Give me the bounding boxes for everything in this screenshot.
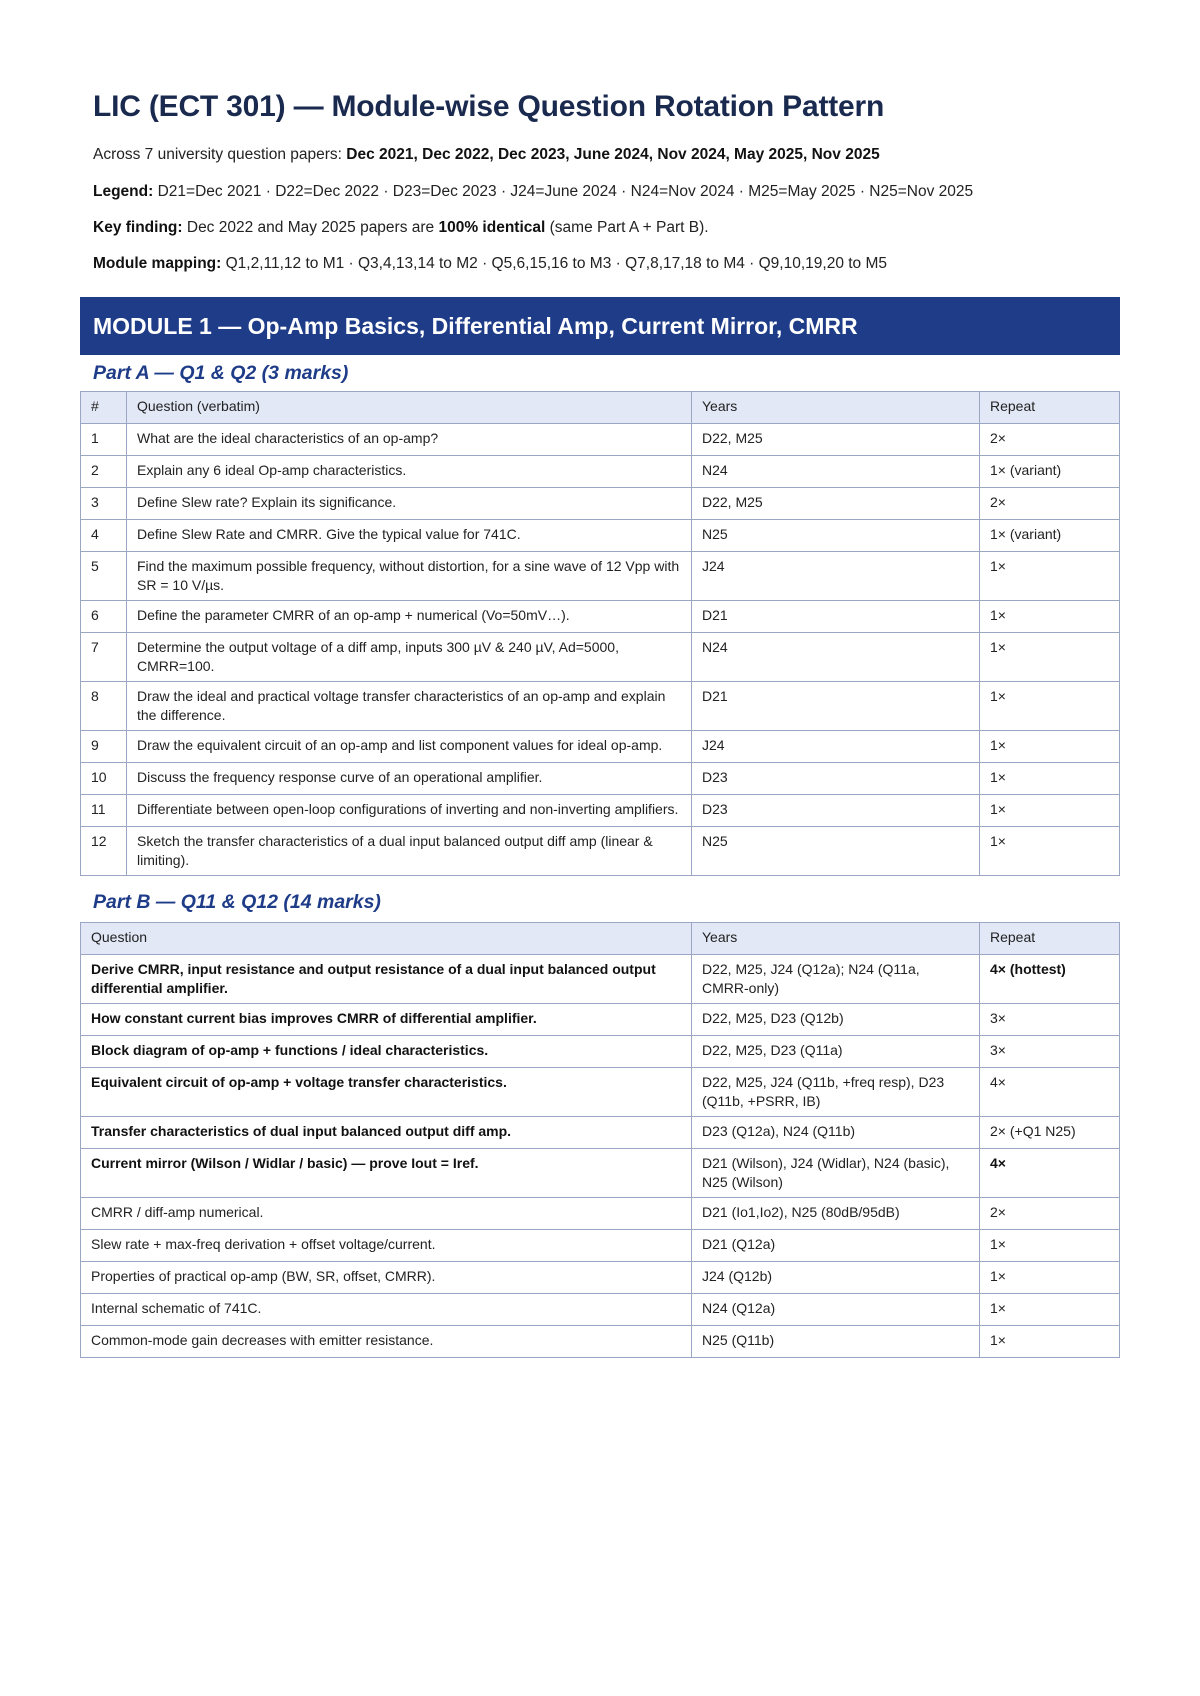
table-row <box>81 552 1120 601</box>
column-header: Question <box>81 923 692 955</box>
years-cell: N25 (Q11b) <box>692 1326 980 1358</box>
part-b-heading: Part B — Q11 & Q12 (14 marks) <box>93 891 381 913</box>
row-number: 9 <box>81 731 127 763</box>
row-number: 8 <box>81 682 127 731</box>
years-cell: D22, M25 <box>692 488 980 520</box>
row-number: 5 <box>81 552 127 601</box>
years-cell: D23 (Q12a), N24 (Q11b) <box>692 1117 980 1149</box>
repeat-cell: 3× <box>980 1004 1120 1036</box>
repeat-cell: 1× <box>980 601 1120 633</box>
table-row <box>81 520 1120 552</box>
table-row <box>81 795 1120 827</box>
row-number: 11 <box>81 795 127 827</box>
repeat-cell: 1× <box>980 633 1120 682</box>
key-finding-post: (same Part A + Part B). <box>545 219 709 236</box>
years-cell: D22, M25, D23 (Q11a) <box>692 1036 980 1068</box>
repeat-cell: 1× <box>980 795 1120 827</box>
repeat-cell: 3× <box>980 1036 1120 1068</box>
part-a-table <box>80 391 1120 876</box>
table-row <box>81 1068 1120 1117</box>
years-cell: D21 (Q12a) <box>692 1230 980 1262</box>
years-cell: D21 (Wilson), J24 (Widlar), N24 (basic), N25 (Wilson) <box>692 1149 980 1198</box>
question-cell: Common-mode gain decreases with emitter resistance. <box>81 1326 692 1358</box>
table-row <box>81 1326 1120 1358</box>
repeat-cell: 2× <box>980 488 1120 520</box>
years-cell: D22, M25, J24 (Q11b, +freq resp), D23 (Q11b, +PSRR, IB) <box>692 1068 980 1117</box>
table-header-row <box>81 923 1120 955</box>
row-number: 4 <box>81 520 127 552</box>
table-row <box>81 1294 1120 1326</box>
years-cell: N25 <box>692 827 980 876</box>
years-cell: D23 <box>692 763 980 795</box>
row-number: 12 <box>81 827 127 876</box>
table-row <box>81 488 1120 520</box>
years-cell: N24 <box>692 456 980 488</box>
question-cell: Differentiate between open-loop configurations of inverting and non-inverting amplifiers. <box>127 795 692 827</box>
years-cell: J24 <box>692 731 980 763</box>
question-cell: Internal schematic of 741C. <box>81 1294 692 1326</box>
question-cell: What are the ideal characteristics of an op-amp? <box>127 424 692 456</box>
years-cell: D22, M25, D23 (Q12b) <box>692 1004 980 1036</box>
question-cell: Slew rate + max-freq derivation + offset voltage/current. <box>81 1230 692 1262</box>
column-header: Repeat <box>980 392 1120 424</box>
table-row <box>81 1004 1120 1036</box>
repeat-cell: 1× <box>980 1326 1120 1358</box>
question-cell: Define Slew rate? Explain its significance. <box>127 488 692 520</box>
table-row <box>81 1198 1120 1230</box>
table-row <box>81 827 1120 876</box>
years-cell: D22, M25, J24 (Q12a); N24 (Q11a, CMRR-only) <box>692 955 980 1004</box>
years-cell: D23 <box>692 795 980 827</box>
repeat-cell: 1× <box>980 763 1120 795</box>
question-cell: Find the maximum possible frequency, without distortion, for a sine wave of 12 Vpp with SR = 10 V/µs. <box>127 552 692 601</box>
row-number: 10 <box>81 763 127 795</box>
page-title: LIC (ECT 301) — Module-wise Question Rotation Pattern <box>93 90 885 123</box>
table-row <box>81 601 1120 633</box>
key-finding-paragraph <box>93 217 1120 239</box>
row-number: 3 <box>81 488 127 520</box>
table-row <box>81 731 1120 763</box>
repeat-cell: 2× <box>980 424 1120 456</box>
row-number: 7 <box>81 633 127 682</box>
question-cell: Draw the ideal and practical voltage transfer characteristics of an op-amp and explain the difference. <box>127 682 692 731</box>
module-mapping-label: Module mapping: <box>93 255 222 272</box>
repeat-cell: 2× <box>980 1198 1120 1230</box>
repeat-cell: 2× (+Q1 N25) <box>980 1117 1120 1149</box>
table-row <box>81 682 1120 731</box>
intro-paragraph <box>93 144 1120 166</box>
column-header: Years <box>692 923 980 955</box>
question-cell: How constant current bias improves CMRR of differential amplifier. <box>81 1004 692 1036</box>
table-row <box>81 1262 1120 1294</box>
row-number: 2 <box>81 456 127 488</box>
legend-label: Legend: <box>93 183 154 200</box>
table-row <box>81 1036 1120 1068</box>
repeat-cell: 4× (hottest) <box>980 955 1120 1004</box>
years-cell: J24 (Q12b) <box>692 1262 980 1294</box>
key-finding-strong: 100% identical <box>438 219 546 236</box>
table-row <box>81 1230 1120 1262</box>
repeat-cell: 1× (variant) <box>980 456 1120 488</box>
table-row <box>81 955 1120 1004</box>
row-number: 1 <box>81 424 127 456</box>
column-header: # <box>81 392 127 424</box>
years-cell: D21 <box>692 682 980 731</box>
table-row <box>81 456 1120 488</box>
table-header-row <box>81 392 1120 424</box>
table-row <box>81 1117 1120 1149</box>
part-a-heading: Part A — Q1 & Q2 (3 marks) <box>93 362 349 384</box>
table-row <box>81 424 1120 456</box>
years-cell: N24 (Q12a) <box>692 1294 980 1326</box>
repeat-cell: 1× <box>980 1294 1120 1326</box>
years-cell: J24 <box>692 552 980 601</box>
question-cell: Current mirror (Wilson / Widlar / basic) — prove Iout = Iref. <box>81 1149 692 1198</box>
repeat-cell: 4× <box>980 1068 1120 1117</box>
table-row <box>81 763 1120 795</box>
module-mapping-paragraph <box>93 253 1120 275</box>
question-cell: CMRR / diff-amp numerical. <box>81 1198 692 1230</box>
years-cell: N24 <box>692 633 980 682</box>
legend-text: D21=Dec 2021 · D22=Dec 2022 · D23=Dec 2023 · J24=June 2024 · N24=Nov 2024 · M25=May 2025 · N25=Nov 2025 <box>153 183 974 200</box>
column-header: Repeat <box>980 923 1120 955</box>
question-cell: Determine the output voltage of a diff amp, inputs 300 µV & 240 µV, Ad=5000, CMRR=100. <box>127 633 692 682</box>
intro-prefix: Across 7 university question papers: <box>93 146 347 163</box>
repeat-cell: 1× <box>980 731 1120 763</box>
table-row <box>81 1149 1120 1198</box>
row-number: 6 <box>81 601 127 633</box>
question-cell: Define Slew Rate and CMRR. Give the typical value for 741C. <box>127 520 692 552</box>
question-cell: Define the parameter CMRR of an op-amp + numerical (Vo=50mV…). <box>127 601 692 633</box>
repeat-cell: 1× (variant) <box>980 520 1120 552</box>
part-b-table <box>80 922 1120 1358</box>
legend-paragraph <box>93 181 1120 203</box>
question-cell: Equivalent circuit of op-amp + voltage transfer characteristics. <box>81 1068 692 1117</box>
repeat-cell: 1× <box>980 682 1120 731</box>
key-finding-pre: Dec 2022 and May 2025 papers are <box>182 219 439 236</box>
intro-papers: Dec 2021, Dec 2022, Dec 2023, June 2024, Nov 2024, May 2025, Nov 2025 <box>346 146 880 163</box>
question-cell: Block diagram of op-amp + functions / ideal characteristics. <box>81 1036 692 1068</box>
column-header: Question (verbatim) <box>127 392 692 424</box>
question-cell: Properties of practical op-amp (BW, SR, offset, CMRR). <box>81 1262 692 1294</box>
repeat-cell: 1× <box>980 1262 1120 1294</box>
question-cell: Explain any 6 ideal Op-amp characteristics. <box>127 456 692 488</box>
question-cell: Transfer characteristics of dual input balanced output diff amp. <box>81 1117 692 1149</box>
repeat-cell: 4× <box>980 1149 1120 1198</box>
years-cell: D22, M25 <box>692 424 980 456</box>
table-row <box>81 633 1120 682</box>
repeat-cell: 1× <box>980 1230 1120 1262</box>
question-cell: Sketch the transfer characteristics of a dual input balanced output diff amp (linear & limiting). <box>127 827 692 876</box>
column-header: Years <box>692 392 980 424</box>
years-cell: D21 (Io1,Io2), N25 (80dB/95dB) <box>692 1198 980 1230</box>
question-cell: Derive CMRR, input resistance and output resistance of a dual input balanced output differential amplifier. <box>81 955 692 1004</box>
years-cell: D21 <box>692 601 980 633</box>
question-cell: Draw the equivalent circuit of an op-amp and list component values for ideal op-amp. <box>127 731 692 763</box>
repeat-cell: 1× <box>980 827 1120 876</box>
question-cell: Discuss the frequency response curve of an operational amplifier. <box>127 763 692 795</box>
module-heading: MODULE 1 — Op-Amp Basics, Differential Amp, Current Mirror, CMRR <box>80 297 1120 355</box>
years-cell: N25 <box>692 520 980 552</box>
module-mapping-text: Q1,2,11,12 to M1 · Q3,4,13,14 to M2 · Q5,6,15,16 to M3 · Q7,8,17,18 to M4 · Q9,10,19,20 to M5 <box>221 255 888 272</box>
repeat-cell: 1× <box>980 552 1120 601</box>
key-finding-label: Key finding: <box>93 219 183 236</box>
